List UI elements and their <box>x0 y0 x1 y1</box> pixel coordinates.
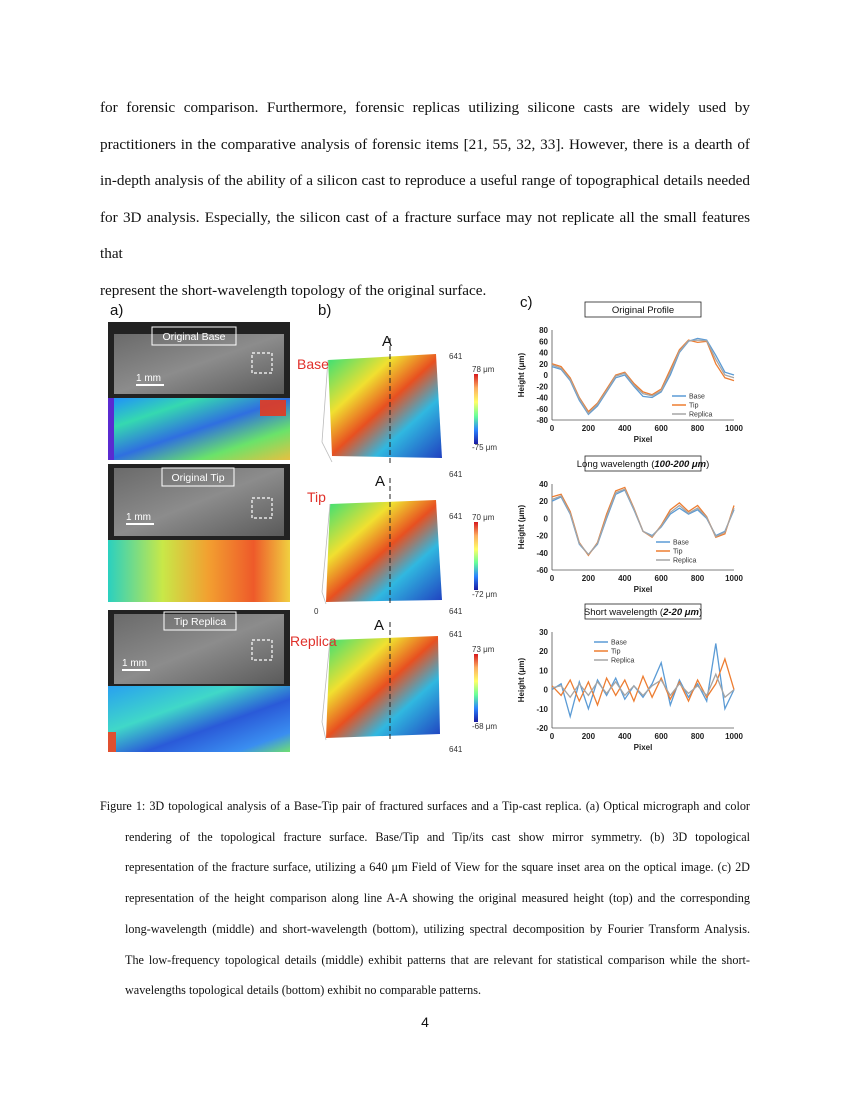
topography-map-tip <box>108 540 290 602</box>
y-axis-label: Height (μm) <box>517 352 526 398</box>
y-tick-label: 40 <box>539 480 548 489</box>
legend-label: Replica <box>689 411 713 419</box>
optical-title: Tip Replica <box>173 616 227 628</box>
legend-label: Tip <box>673 548 683 556</box>
y-tick-label: 0 <box>543 371 548 380</box>
x-tick-label: 200 <box>581 574 596 583</box>
panel-b-label: b) <box>318 302 332 319</box>
caption-line: The low-frequency topological details (middle) exhibit patterns that are relevant for statistical comparison while the short- <box>125 952 750 967</box>
profile-charts <box>517 302 743 752</box>
x-tick-label: 0 <box>549 732 555 741</box>
x-tick-label: 800 <box>690 574 705 583</box>
panel-c-label: c) <box>520 294 533 311</box>
x-tick-label: 400 <box>618 574 632 583</box>
x-tick-label: 200 <box>581 732 596 741</box>
surface-3d-replica <box>290 617 497 754</box>
colorbar-max: 78 μm <box>472 365 495 374</box>
chart-title: Short wavelength (2-20 μm) <box>583 607 703 618</box>
surface-name: Replica <box>290 633 337 649</box>
optical-image-base <box>108 322 290 398</box>
y-tick-label: -40 <box>536 548 548 558</box>
body-paragraph <box>100 90 750 309</box>
y-tick-label: 40 <box>539 348 548 358</box>
colorbar-min: -75 μm <box>472 443 498 452</box>
surface-name: Base <box>297 356 329 372</box>
surface-dim: 641 <box>449 352 463 361</box>
y-tick-label: 0 <box>543 514 548 524</box>
colorbar-max: 73 μm <box>472 645 495 654</box>
y-axis-label: Height (μm) <box>517 657 526 703</box>
surface-origin: 0 <box>314 607 319 616</box>
series-line-replica <box>552 340 734 413</box>
surface-dim: 641 <box>449 607 463 616</box>
scale-bar-label: 1 mm <box>126 512 151 523</box>
caption-line: rendering of the topological fracture surface. Base/Tip and Tip/its cast show mirror symmetry. (b) 3D topological <box>125 829 750 844</box>
y-tick-label: -80 <box>536 416 548 425</box>
optical-image-tip <box>108 464 290 540</box>
optical-image-replica <box>108 610 290 686</box>
y-tick-label: -40 <box>536 393 548 403</box>
body-line: in-depth analysis of the ability of a silicon cast to reproduce a useful range of topographical details needed <box>100 172 750 189</box>
body-line: practitioners in the comparative analysis of forensic items [21, 55, 32, 33]. However, there is a dearth of <box>100 135 750 153</box>
surface-3d-base <box>297 333 497 479</box>
x-tick-label: 1000 <box>725 732 743 741</box>
chart-1 <box>517 456 743 594</box>
colorbar-min: -68 μm <box>472 722 498 731</box>
legend-label: Tip <box>689 402 699 410</box>
figure-1 <box>100 292 750 762</box>
caption-line: wavelengths topological details (bottom) exhibit no comparable patterns. <box>125 983 482 998</box>
legend-label: Replica <box>611 657 635 665</box>
x-tick-label: 400 <box>618 424 632 433</box>
caption-line: representation of the fracture surface, utilizing a 640 μm Field of View for the square inset area on the optical image. (c) 2D <box>125 860 750 875</box>
caption-line: long-wavelength (middle) and short-wavelength (bottom), utilizing spectral decomposition by Fourier Transform Analysis. <box>125 921 750 936</box>
section-label: A <box>374 617 385 634</box>
legend-label: Base <box>673 539 689 547</box>
surface-dim: 641 <box>449 470 463 479</box>
x-tick-label: 600 <box>654 732 668 741</box>
legend-label: Replica <box>673 557 697 565</box>
x-tick-label: 600 <box>654 424 668 433</box>
y-tick-label: -20 <box>536 382 548 392</box>
y-tick-label: -20 <box>536 724 548 733</box>
x-tick-label: 0 <box>549 424 555 433</box>
y-tick-label: -10 <box>536 704 548 714</box>
y-tick-label: 80 <box>539 326 548 335</box>
x-tick-label: 600 <box>654 574 668 583</box>
x-tick-label: 0 <box>549 574 555 583</box>
legend-label: Base <box>611 639 627 647</box>
figure-caption <box>100 791 750 1006</box>
y-tick-label: -60 <box>536 566 548 575</box>
surface-name: Tip <box>307 489 326 505</box>
y-tick-label: 0 <box>543 685 548 695</box>
y-tick-label: 10 <box>539 666 548 676</box>
scale-bar-label: 1 mm <box>122 658 147 669</box>
surface-3d-tip <box>307 473 497 616</box>
y-tick-label: 60 <box>539 337 548 347</box>
topography-map-replica <box>108 686 290 752</box>
section-label: A <box>382 333 393 350</box>
x-axis-label: Pixel <box>633 743 653 752</box>
optical-title: Original Base <box>162 331 226 343</box>
x-tick-label: 800 <box>690 732 705 741</box>
body-line: for 3D analysis. Especially, the silicon cast of a fracture surface may not replicate all the small features that <box>100 208 750 262</box>
x-tick-label: 1000 <box>725 574 743 583</box>
y-tick-label: 20 <box>539 647 548 657</box>
chart-title: Long wavelength (100-200 μm) <box>576 459 710 470</box>
y-tick-label: -60 <box>536 404 548 414</box>
y-tick-label: 20 <box>539 359 548 369</box>
body-line: represent the short-wavelength topology of the original surface. <box>100 281 487 299</box>
x-tick-label: 1000 <box>725 424 743 433</box>
colorbar-max: 70 μm <box>472 513 495 522</box>
caption-line: representation of the height comparison along line A-A showing the original measured height (top) and the corresponding <box>125 891 750 906</box>
chart-0 <box>517 302 743 444</box>
surface-dim: 641 <box>449 512 463 521</box>
panel-a-label: a) <box>110 302 124 319</box>
surface-dim: 641 <box>449 745 463 754</box>
colorbar-min: -72 μm <box>472 590 498 599</box>
y-axis-label: Height (μm) <box>517 504 526 550</box>
x-tick-label: 200 <box>581 424 596 433</box>
y-tick-label: 20 <box>539 497 548 507</box>
scale-bar-label: 1 mm <box>136 373 161 384</box>
legend-label: Base <box>689 393 705 401</box>
x-axis-label: Pixel <box>633 435 653 444</box>
body-line: for forensic comparison. Furthermore, forensic replicas utilizing silicone casts are widely used by <box>100 99 750 116</box>
series-line-base <box>552 490 734 555</box>
x-axis-label: Pixel <box>633 585 653 594</box>
y-tick-label: -20 <box>536 531 548 541</box>
optical-title: Original Tip <box>171 472 225 484</box>
chart-2 <box>517 604 743 752</box>
series-line-tip <box>552 487 734 555</box>
page-number: 4 <box>421 1014 429 1030</box>
series-line-base <box>552 338 734 414</box>
surface-dim: 641 <box>449 630 463 639</box>
legend-label: Tip <box>611 648 621 656</box>
x-tick-label: 400 <box>618 732 632 741</box>
x-tick-label: 800 <box>690 424 705 433</box>
y-tick-label: 30 <box>539 628 548 637</box>
caption-first-line: Figure 1: 3D topological analysis of a Base-Tip pair of fractured surfaces and a Tip-cast replica. (a) Optical micrograph and color <box>100 799 750 813</box>
series-line-base <box>552 644 734 717</box>
chart-title: Original Profile <box>611 305 675 316</box>
section-label: A <box>375 473 386 490</box>
